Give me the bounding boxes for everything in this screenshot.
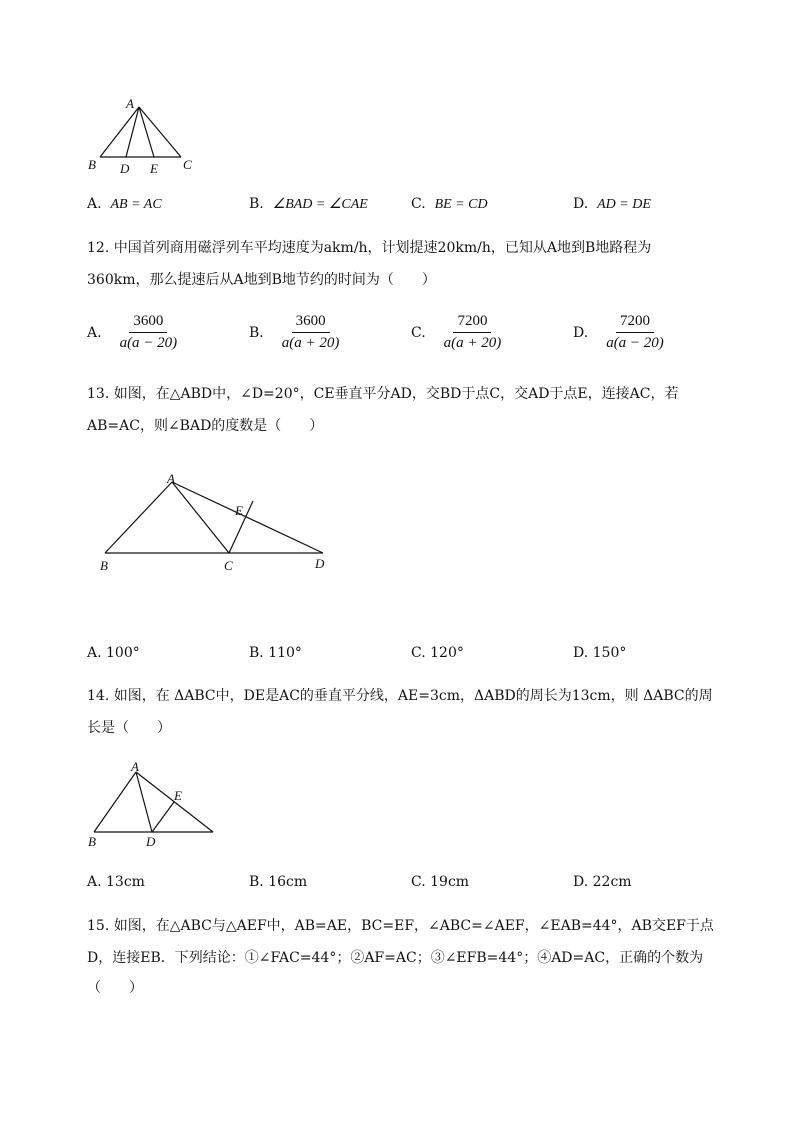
q11-label-c: C bbox=[183, 157, 192, 172]
q12-fraction-b: $\frac{3600}{a(a + 20)}$ bbox=[281, 313, 340, 351]
q13-label-a: A bbox=[167, 471, 175, 486]
q13-segment-ab bbox=[105, 482, 172, 553]
q11-label-e: E bbox=[150, 161, 158, 176]
q14-label-b: B bbox=[88, 834, 96, 849]
q13-segment-ac bbox=[172, 482, 229, 553]
q14-segment-de bbox=[152, 802, 174, 832]
q14-label-a: A bbox=[131, 759, 139, 774]
q11-segment-ab bbox=[100, 107, 139, 157]
q11-label-b: B bbox=[88, 157, 96, 172]
q15-stem-line3: （ ） bbox=[87, 980, 143, 996]
q12-stem-line1: 12. 中国首列商用磁浮列车平均速度为akm/h，计划提速20km/h，已知从A地到B地路程为 bbox=[87, 240, 652, 256]
q14-segment-ab bbox=[94, 772, 136, 832]
q13-stem-line2: AB=AC，则∠BAD的度数是（ ） bbox=[87, 418, 324, 434]
q11-segment-ae bbox=[139, 107, 154, 157]
q11-figure bbox=[84, 95, 204, 180]
q12-stem-line2: 360km，那么提速后从A地到B地节约的时间为（ ） bbox=[87, 272, 436, 288]
q13-label-e: E bbox=[235, 503, 243, 518]
q14-stem-line2: 长是（ ） bbox=[87, 720, 171, 736]
q13-figure bbox=[95, 465, 340, 580]
q14-option-c[interactable]: C. 19cm bbox=[411, 874, 470, 890]
q12-option-a[interactable]: A. $\frac{3600}{a(a - 20)}$ bbox=[87, 313, 181, 352]
q12-option-d[interactable]: D. $\frac{7200}{a(a - 20)}$ bbox=[573, 313, 668, 352]
q12-fraction-d: $\frac{7200}{a(a - 20)}$ bbox=[606, 313, 664, 351]
q11-label-d: D bbox=[120, 161, 130, 176]
q13-option-d[interactable]: D. 150° bbox=[573, 645, 627, 661]
q14-label-d: D bbox=[146, 834, 156, 849]
q13-option-b[interactable]: B. 110° bbox=[249, 645, 302, 661]
q12-option-b[interactable]: B. $\frac{3600}{a(a + 20)}$ bbox=[249, 313, 343, 352]
q14-stem-line1: 14. 如图，在 ΔABC中，DE是AC的垂直平分线，AE=3cm，ΔABD的周长为13cm，则 ΔABC的周 bbox=[87, 688, 713, 704]
q12-fraction-a: $\frac{3600}{a(a - 20)}$ bbox=[119, 313, 178, 351]
q13-label-d: D bbox=[315, 556, 325, 571]
q11-option-d[interactable]: D. AD = DE bbox=[573, 196, 651, 212]
q13-stem-line1: 13. 如图，在△ABD中，∠D=20°，CE垂直平分AD，交BD于点C，交AD于点E，连接AC，若 bbox=[87, 386, 679, 402]
q13-label-c: C bbox=[224, 558, 233, 573]
q14-option-a[interactable]: A. 13cm bbox=[87, 874, 145, 890]
q11-option-c[interactable]: C. BE = CD bbox=[411, 196, 488, 212]
q13-option-c[interactable]: C. 120° bbox=[411, 645, 464, 661]
q14-segment-ad bbox=[136, 772, 152, 832]
q11-label-a: A bbox=[126, 96, 134, 111]
q14-option-b[interactable]: B. 16cm bbox=[249, 874, 308, 890]
q11-segment-ac bbox=[139, 107, 181, 157]
q14-label-e: E bbox=[174, 788, 182, 803]
q14-option-d[interactable]: D. 22cm bbox=[573, 874, 632, 890]
q13-segment-ad bbox=[172, 482, 323, 553]
q15-stem-line2: D，连接EB．下列结论：①∠FAC=44°；②AF=AC；③∠EFB=44°；④AD=AC，正确的个数为 bbox=[87, 950, 704, 966]
q11-option-a[interactable]: A. AB = AC bbox=[87, 196, 162, 212]
q13-label-b: B bbox=[100, 558, 108, 573]
q15-stem-line1: 15. 如图，在△ABC与△AEF中，AB=AE，BC=EF，∠ABC=∠AEF，∠EAB=44°，AB交EF于点 bbox=[87, 918, 714, 934]
q13-option-a[interactable]: A. 100° bbox=[87, 645, 140, 661]
q11-option-b[interactable]: B. ∠BAD = ∠CAE bbox=[249, 196, 368, 212]
q12-fraction-c: $\frac{7200}{a(a + 20)}$ bbox=[443, 313, 502, 351]
q12-option-c[interactable]: C. $\frac{7200}{a(a + 20)}$ bbox=[411, 313, 505, 352]
q14-figure bbox=[84, 757, 224, 852]
